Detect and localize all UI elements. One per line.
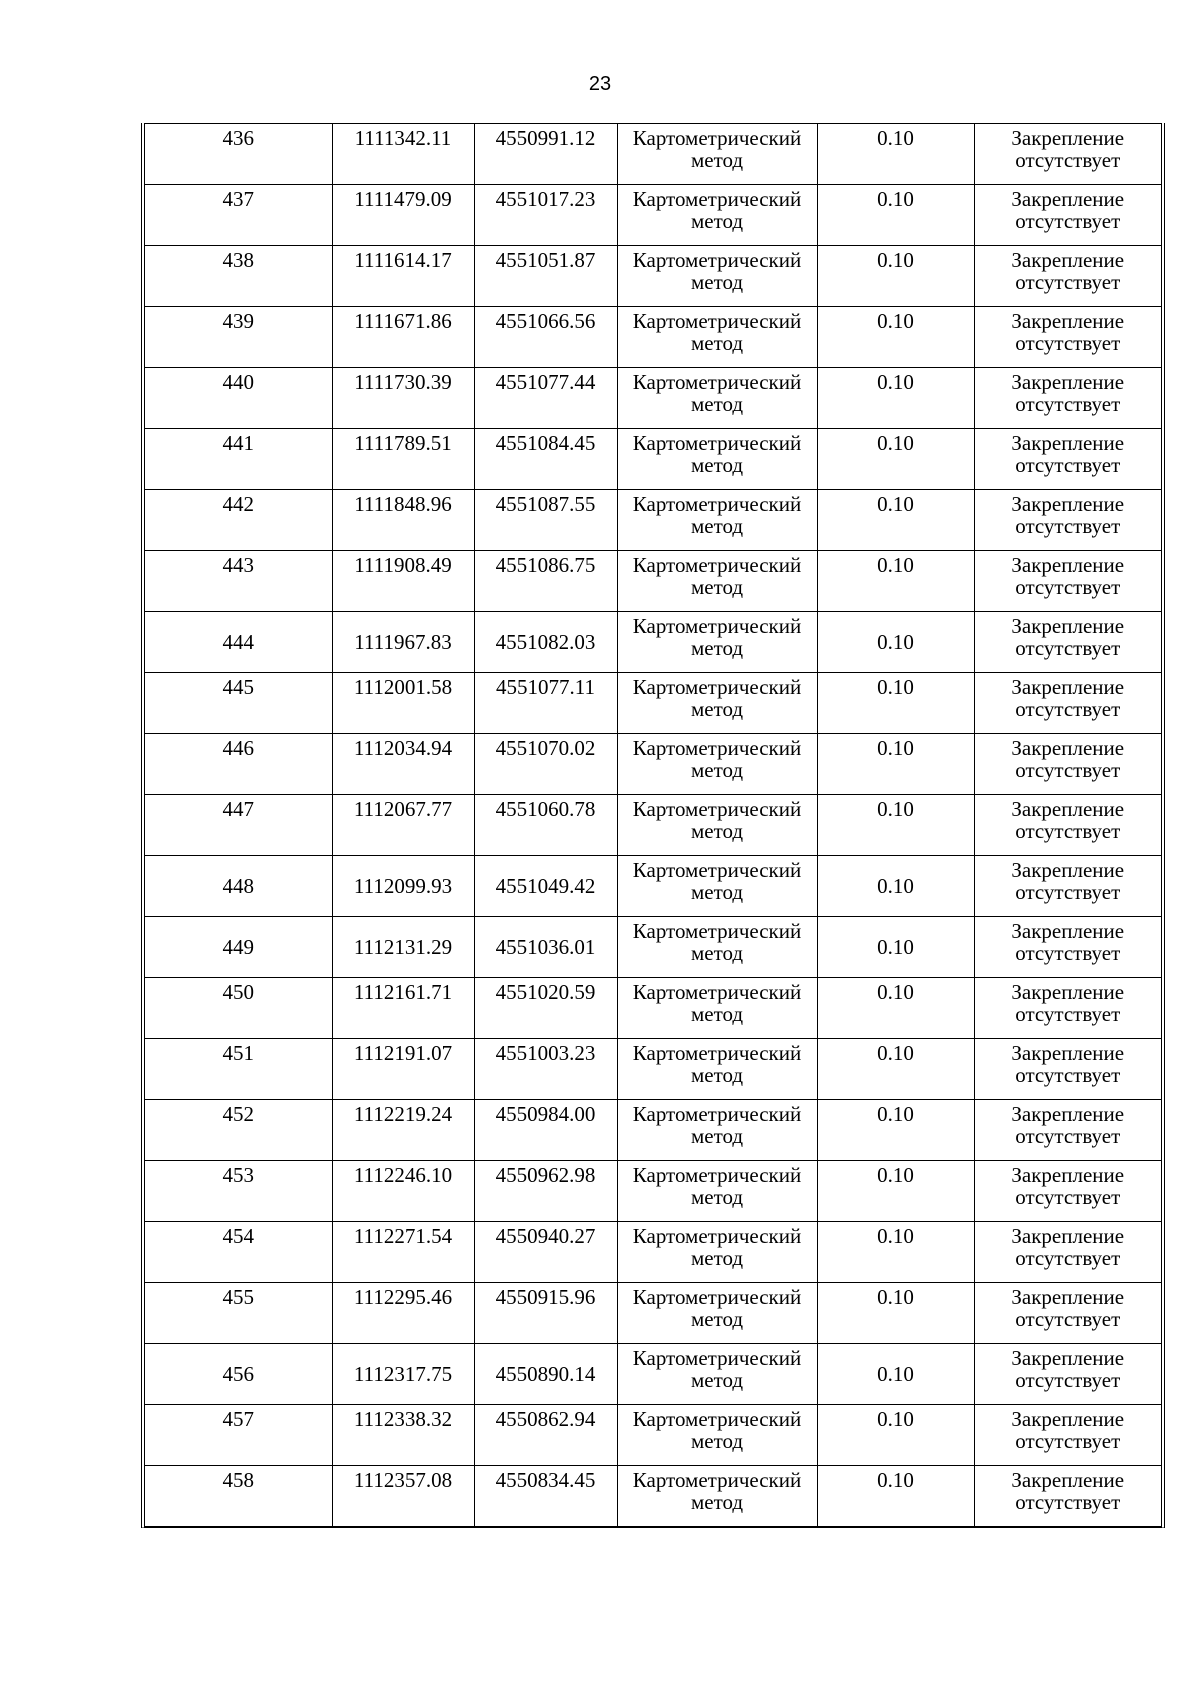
fixation-line-1: Закрепление: [1011, 797, 1125, 821]
method-line-2: метод: [690, 1124, 744, 1148]
method-cell: [617, 673, 817, 734]
table-row: [145, 1344, 1161, 1405]
fixation-line-2: отсутствует: [1015, 941, 1121, 965]
point-number-cell: 444: [145, 612, 332, 673]
table-row: [145, 795, 1161, 856]
accuracy-cell: 0.10: [817, 185, 974, 246]
fixation-line-2: отсутствует: [1015, 514, 1121, 538]
accuracy-cell: 0.10: [817, 1466, 974, 1527]
fixation-cell: [974, 1039, 1161, 1100]
fixation-line-2: отсутствует: [1015, 453, 1121, 477]
table-row: [145, 551, 1161, 612]
accuracy-cell: 0.10: [817, 734, 974, 795]
accuracy-cell: 0.10: [817, 1344, 974, 1405]
fixation-line-2: отсутствует: [1015, 1185, 1121, 1209]
accuracy-cell: 0.10: [817, 1222, 974, 1283]
accuracy-cell: 0.10: [817, 1039, 974, 1100]
method-cell: [617, 795, 817, 856]
table-row: [145, 124, 1161, 185]
fixation-line-2: отсутствует: [1015, 331, 1121, 355]
x-coordinate-cell: 1111479.09: [332, 185, 474, 246]
method-line-1: Картометрический: [632, 126, 802, 150]
method-line-1: Картометрический: [632, 370, 802, 394]
x-coordinate-cell: 1112191.07: [332, 1039, 474, 1100]
point-number-cell: 442: [145, 490, 332, 551]
fixation-line-2: отсутствует: [1015, 819, 1121, 843]
y-coordinate-cell: 4550991.12: [474, 124, 617, 185]
fixation-line-2: отсутствует: [1015, 1246, 1121, 1270]
x-coordinate-cell: 1112338.32: [332, 1405, 474, 1466]
method-cell: [617, 1039, 817, 1100]
x-coordinate-cell: 1112317.75: [332, 1344, 474, 1405]
fixation-cell: [974, 856, 1161, 917]
fixation-line-1: Закрепление: [1011, 980, 1125, 1004]
method-cell: [617, 1222, 817, 1283]
y-coordinate-cell: 4551084.45: [474, 429, 617, 490]
fixation-line-2: отсутствует: [1015, 209, 1121, 233]
x-coordinate-cell: 1111614.17: [332, 246, 474, 307]
y-coordinate-cell: 4551003.23: [474, 1039, 617, 1100]
method-cell: [617, 978, 817, 1039]
point-number-cell: 449: [145, 917, 332, 978]
fixation-line-1: Закрепление: [1011, 736, 1125, 760]
method-line-1: Картометрический: [632, 675, 802, 699]
fixation-line-2: отсутствует: [1015, 1307, 1121, 1331]
fixation-cell: [974, 368, 1161, 429]
method-line-2: метод: [690, 941, 744, 965]
point-number-cell: 454: [145, 1222, 332, 1283]
method-line-1: Картометрический: [632, 248, 802, 272]
y-coordinate-cell: 4550834.45: [474, 1466, 617, 1527]
point-number-cell: 458: [145, 1466, 332, 1527]
table-body: [145, 124, 1161, 1527]
method-line-2: метод: [690, 1063, 744, 1087]
y-coordinate-cell: 4550984.00: [474, 1100, 617, 1161]
accuracy-cell: 0.10: [817, 551, 974, 612]
point-number-cell: 456: [145, 1344, 332, 1405]
table-row: [145, 917, 1161, 978]
table-row: [145, 185, 1161, 246]
fixation-line-1: Закрепление: [1011, 1224, 1125, 1248]
fixation-line-1: Закрепление: [1011, 858, 1125, 882]
x-coordinate-cell: 1112271.54: [332, 1222, 474, 1283]
accuracy-cell: 0.10: [817, 490, 974, 551]
table-row: [145, 1222, 1161, 1283]
fixation-line-1: Закрепление: [1011, 614, 1125, 638]
accuracy-cell: 0.10: [817, 1161, 974, 1222]
fixation-cell: [974, 734, 1161, 795]
method-line-2: метод: [690, 880, 744, 904]
fixation-cell: [974, 429, 1161, 490]
method-cell: [617, 734, 817, 795]
method-line-1: Картометрический: [632, 858, 802, 882]
fixation-line-1: Закрепление: [1011, 309, 1125, 333]
table-row: [145, 490, 1161, 551]
method-line-2: метод: [690, 1429, 744, 1453]
accuracy-cell: 0.10: [817, 1405, 974, 1466]
fixation-line-1: Закрепление: [1011, 248, 1125, 272]
method-line-1: Картометрический: [632, 614, 802, 638]
method-cell: [617, 1344, 817, 1405]
fixation-cell: [974, 1344, 1161, 1405]
table-row: [145, 1100, 1161, 1161]
y-coordinate-cell: 4550962.98: [474, 1161, 617, 1222]
table-row: [145, 1283, 1161, 1344]
method-line-2: метод: [690, 1246, 744, 1270]
method-line-2: метод: [690, 636, 744, 660]
x-coordinate-cell: 1111967.83: [332, 612, 474, 673]
fixation-line-1: Закрепление: [1011, 187, 1125, 211]
accuracy-cell: 0.10: [817, 307, 974, 368]
fixation-line-1: Закрепление: [1011, 1407, 1125, 1431]
method-cell: [617, 124, 817, 185]
method-line-1: Картометрический: [632, 309, 802, 333]
fixation-line-1: Закрепление: [1011, 126, 1125, 150]
table-row: [145, 368, 1161, 429]
x-coordinate-cell: 1111342.11: [332, 124, 474, 185]
fixation-line-2: отсутствует: [1015, 1063, 1121, 1087]
fixation-line-1: Закрепление: [1011, 1163, 1125, 1187]
y-coordinate-cell: 4551086.75: [474, 551, 617, 612]
x-coordinate-cell: 1112034.94: [332, 734, 474, 795]
point-number-cell: 439: [145, 307, 332, 368]
x-coordinate-cell: 1112099.93: [332, 856, 474, 917]
x-coordinate-cell: 1111789.51: [332, 429, 474, 490]
x-coordinate-cell: 1112001.58: [332, 673, 474, 734]
x-coordinate-cell: 1111908.49: [332, 551, 474, 612]
point-number-cell: 453: [145, 1161, 332, 1222]
point-number-cell: 448: [145, 856, 332, 917]
fixation-cell: [974, 978, 1161, 1039]
point-number-cell: 437: [145, 185, 332, 246]
method-line-2: метод: [690, 331, 744, 355]
method-line-1: Картометрический: [632, 736, 802, 760]
method-cell: [617, 368, 817, 429]
fixation-cell: [974, 1161, 1161, 1222]
method-line-1: Картометрический: [632, 797, 802, 821]
method-line-2: метод: [690, 453, 744, 477]
point-number-cell: 452: [145, 1100, 332, 1161]
y-coordinate-cell: 4550915.96: [474, 1283, 617, 1344]
method-cell: [617, 1405, 817, 1466]
method-line-2: метод: [690, 1002, 744, 1026]
y-coordinate-cell: 4551087.55: [474, 490, 617, 551]
method-line-1: Картометрический: [632, 1346, 802, 1370]
fixation-cell: [974, 246, 1161, 307]
accuracy-cell: 0.10: [817, 917, 974, 978]
method-cell: [617, 1466, 817, 1527]
x-coordinate-cell: 1112131.29: [332, 917, 474, 978]
method-line-1: Картометрический: [632, 1102, 802, 1126]
fixation-line-1: Закрепление: [1011, 1346, 1125, 1370]
table-row: [145, 856, 1161, 917]
method-line-1: Картометрический: [632, 1468, 802, 1492]
x-coordinate-cell: 1111671.86: [332, 307, 474, 368]
fixation-line-1: Закрепление: [1011, 919, 1125, 943]
fixation-cell: [974, 795, 1161, 856]
fixation-line-2: отсутствует: [1015, 1490, 1121, 1514]
y-coordinate-cell: 4551070.02: [474, 734, 617, 795]
accuracy-cell: 0.10: [817, 246, 974, 307]
fixation-line-2: отсутствует: [1015, 880, 1121, 904]
table-row: [145, 978, 1161, 1039]
fixation-line-2: отсутствует: [1015, 1124, 1121, 1148]
fixation-cell: [974, 1222, 1161, 1283]
method-line-2: метод: [690, 575, 744, 599]
method-line-2: метод: [690, 697, 744, 721]
point-number-cell: 450: [145, 978, 332, 1039]
method-line-1: Картометрический: [632, 1407, 802, 1431]
fixation-line-2: отсутствует: [1015, 270, 1121, 294]
point-number-cell: 438: [145, 246, 332, 307]
y-coordinate-cell: 4551066.56: [474, 307, 617, 368]
method-line-1: Картометрический: [632, 431, 802, 455]
fixation-line-2: отсутствует: [1015, 392, 1121, 416]
accuracy-cell: 0.10: [817, 368, 974, 429]
x-coordinate-cell: 1111730.39: [332, 368, 474, 429]
x-coordinate-cell: 1112161.71: [332, 978, 474, 1039]
point-number-cell: 445: [145, 673, 332, 734]
fixation-cell: [974, 1466, 1161, 1527]
point-number-cell: 447: [145, 795, 332, 856]
method-line-1: Картометрический: [632, 1224, 802, 1248]
fixation-cell: [974, 1283, 1161, 1344]
fixation-cell: [974, 124, 1161, 185]
method-line-2: метод: [690, 819, 744, 843]
method-line-1: Картометрический: [632, 553, 802, 577]
fixation-line-1: Закрепление: [1011, 1102, 1125, 1126]
method-cell: [617, 612, 817, 673]
table-row: [145, 307, 1161, 368]
point-number-cell: 441: [145, 429, 332, 490]
accuracy-cell: 0.10: [817, 429, 974, 490]
x-coordinate-cell: 1112219.24: [332, 1100, 474, 1161]
x-coordinate-cell: 1112067.77: [332, 795, 474, 856]
fixation-line-1: Закрепление: [1011, 675, 1125, 699]
method-cell: [617, 246, 817, 307]
fixation-cell: [974, 673, 1161, 734]
table-row: [145, 1161, 1161, 1222]
method-line-1: Картометрический: [632, 1163, 802, 1187]
accuracy-cell: 0.10: [817, 795, 974, 856]
coordinates-table: [141, 123, 1165, 1528]
fixation-line-1: Закрепление: [1011, 431, 1125, 455]
accuracy-cell: 0.10: [817, 124, 974, 185]
y-coordinate-cell: 4551082.03: [474, 612, 617, 673]
method-line-2: метод: [690, 514, 744, 538]
x-coordinate-cell: 1112357.08: [332, 1466, 474, 1527]
fixation-line-1: Закрепление: [1011, 1285, 1125, 1309]
table-row: [145, 612, 1161, 673]
fixation-cell: [974, 490, 1161, 551]
table-row: [145, 429, 1161, 490]
x-coordinate-cell: 1111848.96: [332, 490, 474, 551]
fixation-cell: [974, 1100, 1161, 1161]
method-line-2: метод: [690, 1368, 744, 1392]
fixation-line-1: Закрепление: [1011, 1041, 1125, 1065]
y-coordinate-cell: 4551051.87: [474, 246, 617, 307]
point-number-cell: 455: [145, 1283, 332, 1344]
fixation-line-2: отсутствует: [1015, 697, 1121, 721]
method-line-2: метод: [690, 148, 744, 172]
method-line-2: метод: [690, 392, 744, 416]
method-line-2: метод: [690, 1490, 744, 1514]
method-line-2: метод: [690, 758, 744, 782]
accuracy-cell: 0.10: [817, 1100, 974, 1161]
method-line-2: метод: [690, 1185, 744, 1209]
method-cell: [617, 551, 817, 612]
method-cell: [617, 856, 817, 917]
fixation-cell: [974, 612, 1161, 673]
fixation-cell: [974, 307, 1161, 368]
method-line-2: метод: [690, 270, 744, 294]
x-coordinate-cell: 1112246.10: [332, 1161, 474, 1222]
table-row: [145, 734, 1161, 795]
method-cell: [617, 490, 817, 551]
fixation-line-2: отсутствует: [1015, 148, 1121, 172]
fixation-cell: [974, 917, 1161, 978]
method-line-1: Картометрический: [632, 1285, 802, 1309]
table-row: [145, 1466, 1161, 1527]
fixation-cell: [974, 1405, 1161, 1466]
fixation-line-2: отсутствует: [1015, 636, 1121, 660]
y-coordinate-cell: 4550862.94: [474, 1405, 617, 1466]
fixation-line-2: отсутствует: [1015, 1002, 1121, 1026]
fixation-line-2: отсутствует: [1015, 1429, 1121, 1453]
fixation-cell: [974, 185, 1161, 246]
fixation-line-2: отсутствует: [1015, 575, 1121, 599]
y-coordinate-cell: 4550890.14: [474, 1344, 617, 1405]
method-line-2: метод: [690, 209, 744, 233]
method-line-1: Картометрический: [632, 1041, 802, 1065]
page-number: 23: [588, 73, 612, 95]
method-line-1: Картометрический: [632, 980, 802, 1004]
point-number-cell: 457: [145, 1405, 332, 1466]
y-coordinate-cell: 4551060.78: [474, 795, 617, 856]
accuracy-cell: 0.10: [817, 673, 974, 734]
accuracy-cell: 0.10: [817, 978, 974, 1039]
y-coordinate-cell: 4550940.27: [474, 1222, 617, 1283]
accuracy-cell: 0.10: [817, 856, 974, 917]
accuracy-cell: 0.10: [817, 612, 974, 673]
method-cell: [617, 307, 817, 368]
method-line-1: Картометрический: [632, 187, 802, 211]
point-number-cell: 451: [145, 1039, 332, 1100]
method-line-2: метод: [690, 1307, 744, 1331]
table-row: [145, 1039, 1161, 1100]
fixation-line-1: Закрепление: [1011, 370, 1125, 394]
method-cell: [617, 1100, 817, 1161]
fixation-line-2: отсутствует: [1015, 758, 1121, 782]
point-number-cell: 440: [145, 368, 332, 429]
fixation-line-1: Закрепление: [1011, 553, 1125, 577]
table-row: [145, 1405, 1161, 1466]
point-number-cell: 443: [145, 551, 332, 612]
fixation-cell: [974, 551, 1161, 612]
table-row: [145, 673, 1161, 734]
fixation-line-1: Закрепление: [1011, 492, 1125, 516]
point-number-cell: 436: [145, 124, 332, 185]
y-coordinate-cell: 4551077.44: [474, 368, 617, 429]
method-cell: [617, 185, 817, 246]
y-coordinate-cell: 4551049.42: [474, 856, 617, 917]
y-coordinate-cell: 4551017.23: [474, 185, 617, 246]
method-cell: [617, 917, 817, 978]
method-line-1: Картометрический: [632, 919, 802, 943]
method-cell: [617, 1283, 817, 1344]
y-coordinate-cell: 4551077.11: [474, 673, 617, 734]
point-number-cell: 446: [145, 734, 332, 795]
table-row: [145, 246, 1161, 307]
y-coordinate-cell: 4551020.59: [474, 978, 617, 1039]
y-coordinate-cell: 4551036.01: [474, 917, 617, 978]
fixation-line-1: Закрепление: [1011, 1468, 1125, 1492]
x-coordinate-cell: 1112295.46: [332, 1283, 474, 1344]
method-cell: [617, 1161, 817, 1222]
fixation-line-2: отсутствует: [1015, 1368, 1121, 1392]
method-cell: [617, 429, 817, 490]
accuracy-cell: 0.10: [817, 1283, 974, 1344]
method-line-1: Картометрический: [632, 492, 802, 516]
